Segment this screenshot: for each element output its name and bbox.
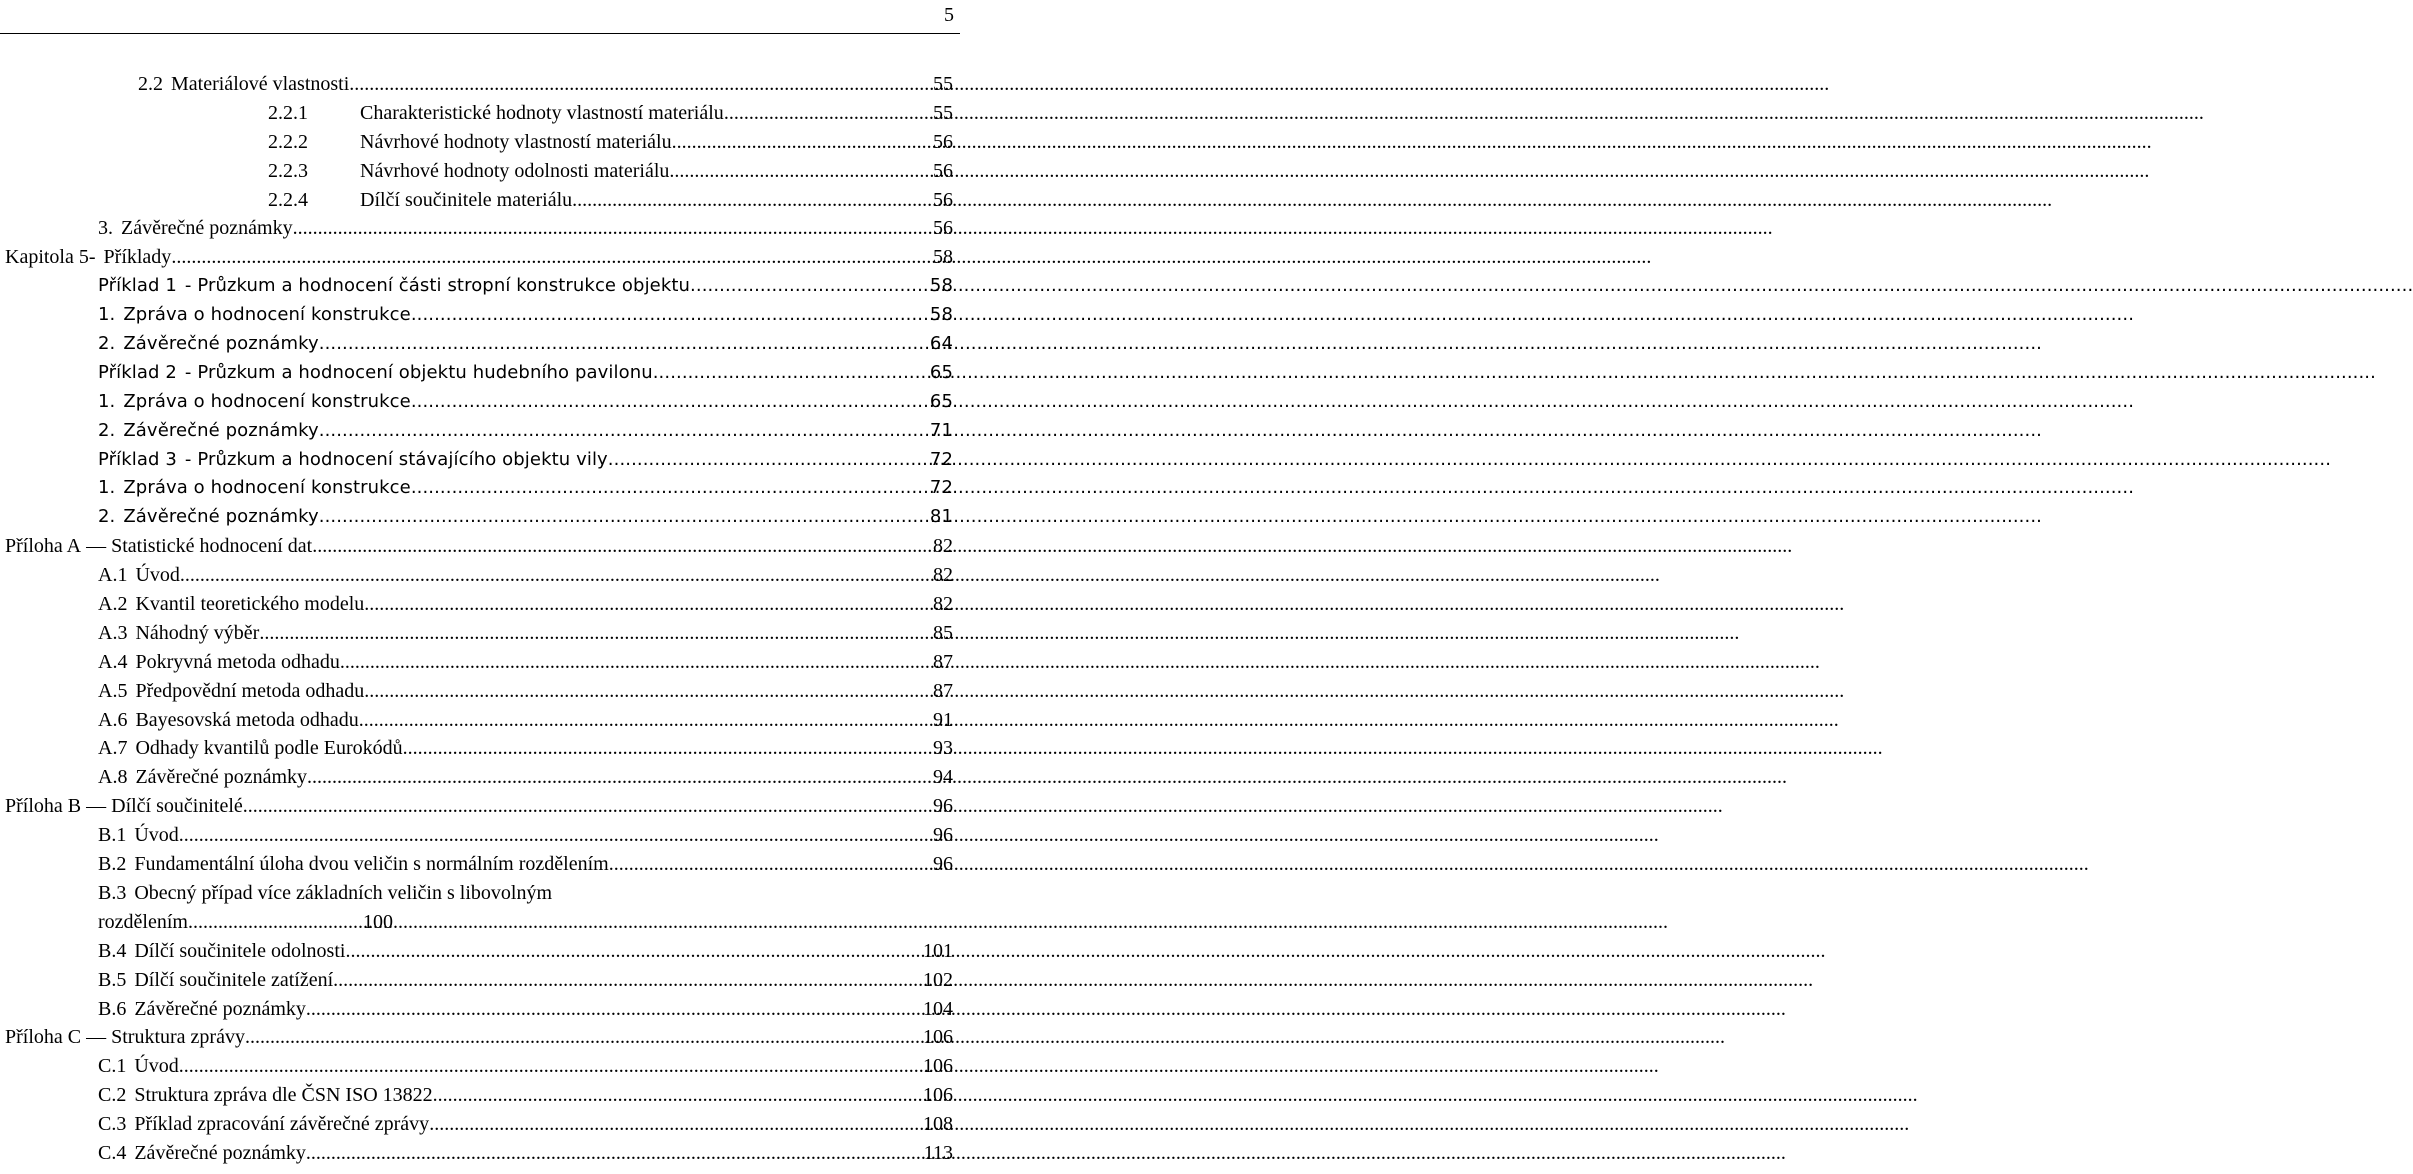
toc-entry-page: 108 [923,1113,953,1136]
toc-entry-number: 3. [98,217,113,240]
toc-entry-page: 72 [929,448,953,470]
toc-entry-title: - Průzkum a hodnocení stávajícího objektu vily [184,448,608,470]
toc-entry-title: Kvantil teoretického modelu [135,593,365,616]
toc-entry-page: 96 [933,795,953,818]
toc-entry[interactable] [0,706,960,735]
toc-entry-page: 102 [923,968,953,991]
toc-entry-leader [724,99,933,128]
page-number: 5 [944,4,954,26]
toc-entry-page: 58 [929,275,953,297]
toc-entry-number: Příloha B [5,795,82,818]
toc-entry-title: Charakteristické hodnoty vlastností materiálu [360,101,724,124]
toc-entry-page: 55 [933,101,953,124]
toc-entry[interactable] [0,359,960,388]
toc-entry-leader [319,330,930,359]
toc-entry[interactable] [0,1052,960,1081]
toc-entry-page: 106 [923,1055,953,1078]
toc-entry[interactable] [0,792,960,821]
toc-entry[interactable] [0,966,960,995]
toc-entry[interactable] [0,763,960,792]
toc-entry-page: 93 [933,737,953,760]
toc-entry-number: Příklad 3 [98,448,177,470]
toc-entry-page: 72 [929,477,953,499]
toc-entry-page: 94 [933,766,953,789]
toc-entry[interactable] [0,908,960,937]
toc-entry[interactable] [0,995,960,1024]
toc-entry-page: 81 [929,506,953,528]
toc-entry-number: A.6 [98,708,128,731]
toc-entry-title: rozdělením [98,910,188,933]
toc-entry[interactable] [0,561,960,590]
toc-entry-leader [669,157,933,186]
toc-entry[interactable] [0,879,960,908]
toc-entry-leader [572,186,933,215]
toc-entry-page: 96 [933,853,953,876]
toc-entry-title: - Průzkum a hodnocení části stropní konstrukce objektu [184,275,691,297]
toc-entry[interactable] [0,590,960,619]
toc-entry-leader [429,1110,923,1139]
toc-entry[interactable] [0,1081,960,1110]
toc-entry-number: 2. [98,419,116,441]
table-of-contents [0,70,960,1168]
toc-entry-page: 82 [933,564,953,587]
toc-entry-title: Struktura zprávy [111,1026,245,1049]
toc-entry-number: 1. [98,390,116,412]
toc-entry-number: A.5 [98,679,128,702]
toc-entry-number: 2. [98,333,116,355]
toc-entry-number: 1. [98,477,116,499]
toc-entry-leader [653,359,930,388]
toc-entry-leader [359,706,933,735]
toc-entry-number: 2. [98,506,116,528]
toc-entry[interactable] [0,157,960,186]
toc-entry-title: Závěrečné poznámky [121,217,293,240]
toc-entry-leader [411,474,930,503]
toc-entry-page: 82 [933,535,953,558]
toc-entry-leader [179,821,933,850]
toc-entry-title: Návrhové hodnoty vlastností materiálu [360,130,672,153]
toc-entry-number: 1. [98,304,116,326]
toc-entry-leader [403,734,933,763]
toc-entry-dash: — [81,1026,112,1049]
toc-entry-number: A.1 [98,564,128,587]
toc-entry-page: 56 [933,130,953,153]
toc-entry-page: 58 [929,304,953,326]
toc-entry-page: 58 [933,246,953,269]
toc-entry-page: 56 [933,159,953,182]
toc-entry-title: Závěrečné poznámky [123,419,319,441]
toc-entry-title: Obecný případ více základních veličin s libovolným [134,881,552,904]
toc-entry[interactable] [0,734,960,763]
toc-entry-leader [188,908,363,937]
toc-entry-leader [307,763,933,792]
toc-entry-title: Úvod [134,824,179,847]
toc-entry-number: B.1 [98,824,127,847]
toc-entry-number: C.3 [98,1113,127,1136]
toc-entry-dash: — [81,795,112,818]
toc-entry-number: A.3 [98,621,128,644]
toc-entry-page: 65 [929,361,953,383]
toc-entry-number: 2.2.2 [268,130,308,153]
toc-entry-leader [245,1023,923,1052]
toc-entry-title: Dílčí součinitele odolnosti [134,939,346,962]
toc-entry[interactable] [0,503,960,532]
toc-entry-page: 85 [933,621,953,644]
toc-entry-page: 106 [923,1026,953,1049]
toc-entry[interactable] [0,821,960,850]
toc-entry-title: Náhodný výběr [135,621,260,644]
toc-entry[interactable] [0,648,960,677]
toc-entry-leader [319,503,930,532]
toc-entry-title: Příklady [103,246,172,269]
toc-entry[interactable] [0,446,960,475]
toc-entry[interactable] [0,128,960,157]
toc-entry-leader [345,937,923,966]
toc-entry-number: Příloha C [5,1026,82,1049]
toc-entry-number: Příklad 2 [98,361,177,383]
toc-entry-page: 106 [923,1084,953,1107]
toc-entry-page: 64 [929,333,953,355]
toc-entry-title: Úvod [134,1055,179,1078]
toc-entry-title: Zpráva o hodnocení konstrukce [123,390,411,412]
toc-entry-title: Zpráva o hodnocení konstrukce [123,477,411,499]
toc-entry-leader [306,1139,924,1168]
toc-entry-number: 2.2 [138,73,163,95]
toc-entry-title: Dílčí součinitele zatížení [134,968,334,991]
toc-entry-number: C.4 [98,1141,127,1164]
toc-entry-leader [180,561,933,590]
toc-entry-number: C.1 [98,1055,127,1078]
toc-entry-number: Příklad 1 [98,275,177,297]
toc-entry-leader [319,417,930,446]
toc-entry-title: Zpráva o hodnocení konstrukce [123,304,411,326]
toc-entry-title: Závěrečné poznámky [123,506,319,528]
toc-entry-page: 55 [933,73,953,95]
toc-entry-number: A.8 [98,766,128,789]
toc-entry-number: B.4 [98,939,127,962]
toc-entry-page: 104 [923,997,953,1020]
toc-entry-number: 2.2.1 [268,101,308,124]
toc-entry-number: C.2 [98,1084,127,1107]
toc-entry-number: B.2 [98,853,127,876]
toc-entry-leader [171,243,933,272]
toc-entry-leader [312,532,933,561]
toc-entry-leader [243,792,933,821]
toc-entry-leader [608,446,930,475]
toc-entry-leader [438,1081,923,1110]
toc-entry-page: 96 [933,824,953,847]
toc-entry-leader [411,301,930,330]
toc-entry-title: Dílčí součinitele materiálu [360,188,573,211]
toc-entry-number: B.5 [98,968,127,991]
toc-entry[interactable] [0,186,960,215]
toc-entry[interactable] [0,619,960,648]
toc-entry[interactable] [0,1110,960,1139]
toc-entry-number: Kapitola 5- [5,246,96,269]
toc-entry-page: 100 [363,910,393,933]
toc-entry[interactable] [0,1023,960,1052]
toc-entry-title: Návrhové hodnoty odolnosti materiálu [360,159,670,182]
toc-entry[interactable] [0,677,960,706]
header-rule [0,33,960,34]
toc-entry-leader [411,388,930,417]
toc-entry-title: Úvod [135,564,180,587]
toc-entry-title: Příklad zpracování závěrečné zprávy [134,1113,430,1136]
toc-entry[interactable] [0,301,960,330]
toc-entry[interactable] [0,474,960,503]
toc-entry-leader [609,850,933,879]
toc-entry-title: - Průzkum a hodnocení objektu hudebního pavilonu [184,361,653,383]
toc-entry-title: Fundamentální úloha dvou veličin s normálním rozdělením [134,853,609,876]
toc-entry-title: Statistické hodnocení dat [111,535,313,558]
toc-entry-leader [179,1052,923,1081]
toc-entry-page: 87 [933,679,953,702]
toc-entry-page: 71 [929,419,953,441]
toc-entry-number: B.3 [98,881,127,904]
toc-entry-number: A.4 [98,650,128,673]
toc-entry-leader [259,619,933,648]
toc-entry-leader [690,272,930,301]
toc-entry-number: B.6 [98,997,127,1020]
toc-entry[interactable] [0,417,960,446]
toc-entry-leader [333,966,923,995]
toc-entry-page: 91 [933,708,953,731]
toc-entry[interactable] [0,330,960,359]
toc-entry-title: Odhady kvantilů podle Eurokódů [135,737,403,760]
toc-entry-title: Struktura zpráva dle ČSN ISO 13822. [134,1084,438,1107]
toc-entry[interactable] [0,532,960,561]
toc-entry[interactable] [0,243,960,272]
toc-entry[interactable] [0,937,960,966]
toc-entry-page: 56 [933,217,953,240]
toc-entry-page: 82 [933,593,953,616]
toc-entry-page: 65 [929,390,953,412]
toc-entry[interactable] [0,214,960,243]
toc-entry-title: Bayesovská metoda odhadu [135,708,359,731]
toc-entry-leader [364,590,933,619]
toc-entry-number: A.2 [98,593,128,616]
toc-entry-number: 2.2.3 [268,159,308,182]
toc-entry-title: Závěrečné poznámky [123,333,319,355]
toc-entry[interactable] [0,1139,960,1168]
toc-entry[interactable] [0,388,960,417]
toc-entry-leader [293,214,933,243]
toc-entry-title: Závěrečné poznámky [134,997,306,1020]
toc-entry[interactable] [0,99,960,128]
toc-entry-title: Předpovědní metoda odhadu [135,679,365,702]
toc-entry-leader [364,677,933,706]
toc-entry-number: 2.2.4 [268,188,308,211]
toc-entry-number: A.7 [98,737,128,760]
toc-entry-leader [349,70,933,99]
toc-entry-leader [672,128,933,157]
toc-entry[interactable] [0,850,960,879]
toc-entry-title: Dílčí součinitelé [111,795,243,818]
toc-entry[interactable] [0,70,960,99]
toc-entry-title: Pokryvná metoda odhadu [135,650,340,673]
toc-entry[interactable] [0,272,960,301]
toc-entry-page: 113 [923,1141,953,1164]
toc-entry-page: 56 [933,188,953,211]
toc-entry-title: Závěrečné poznámky [135,766,308,789]
toc-entry-leader [306,995,923,1024]
toc-entry-title: Závěrečné poznámky [134,1141,306,1164]
toc-entry-title: Materiálové vlastnosti [171,73,350,95]
toc-entry-number: Příloha A [5,535,82,558]
toc-entry-dash: — [81,535,112,558]
toc-entry-page: 87 [933,650,953,673]
toc-entry-leader [340,648,933,677]
toc-entry-page: 101 [923,939,953,962]
